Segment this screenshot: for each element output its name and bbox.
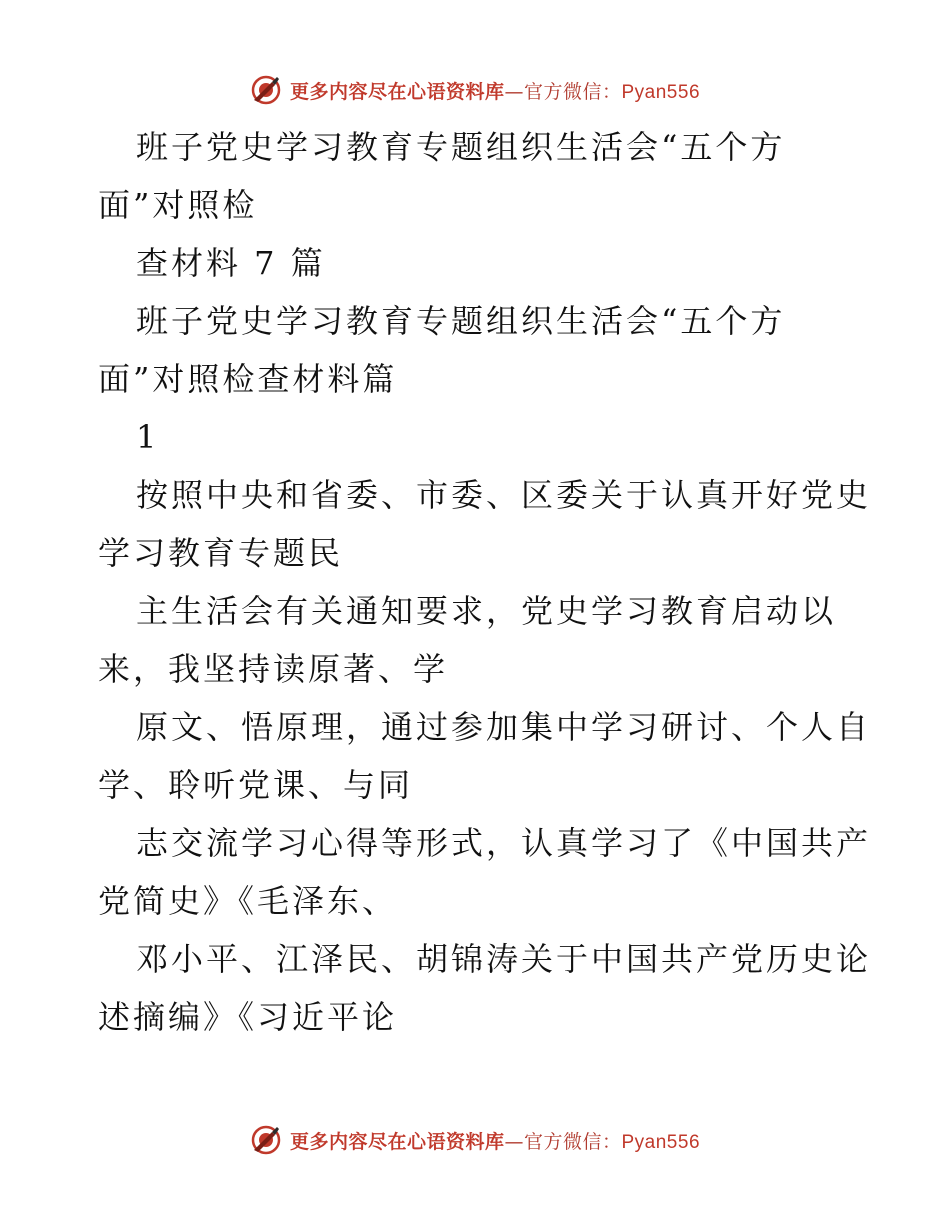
document-line: 按照中央和省委、市委、区委关于认真开好党史 — [136, 476, 872, 514]
document-line: 邓小平、江泽民、胡锦涛关于中国共产党历史论 — [136, 940, 872, 978]
document-line: 述摘编》《习近平论 — [98, 998, 398, 1036]
document-line: 主生活会有关通知要求，党史学习教育启动以 — [136, 592, 837, 630]
document-line: 来，我坚持读原著、学 — [98, 650, 449, 688]
document-line: 学、聆听党课、与同 — [98, 766, 414, 804]
document-line: 班子党史学习教育专题组织生活会“五个方 — [136, 302, 786, 340]
banner-wechat-id: Pyan556 — [621, 81, 701, 103]
banner-separator: — — [504, 1130, 524, 1153]
banner-wechat-id: Pyan556 — [621, 1131, 701, 1153]
quill-seal-logo-icon — [250, 1124, 282, 1156]
document-line: 面”对照检 — [98, 186, 258, 224]
document-line: 面”对照检查材料篇 — [98, 360, 398, 398]
document-line: 1 — [136, 418, 160, 456]
banner-site-name: 更多内容尽在心语资料库 — [289, 80, 505, 103]
document-line: 班子党史学习教育专题组织生活会“五个方 — [136, 128, 786, 166]
document-line: 党简史》《毛泽东、 — [98, 882, 398, 920]
banner-text — [290, 1127, 700, 1154]
banner-site-name: 更多内容尽在心语资料库 — [289, 1130, 505, 1153]
header-watermark-banner — [0, 70, 950, 110]
quill-seal-logo-icon — [250, 74, 282, 106]
banner-wechat-label: 官方微信： — [523, 80, 622, 103]
footer-watermark-banner — [0, 1120, 950, 1160]
document-line: 查材料 7 篇 — [136, 244, 326, 282]
document-line: 原文、悟原理，通过参加集中学习研讨、个人自 — [136, 708, 872, 746]
banner-wechat-label: 官方微信： — [523, 1130, 622, 1153]
document-body — [98, 118, 872, 1046]
banner-separator: — — [504, 80, 524, 103]
document-line: 学习教育专题民 — [98, 534, 344, 572]
banner-text — [290, 77, 700, 104]
document-line: 志交流学习心得等形式，认真学习了《中国共产 — [136, 824, 872, 862]
